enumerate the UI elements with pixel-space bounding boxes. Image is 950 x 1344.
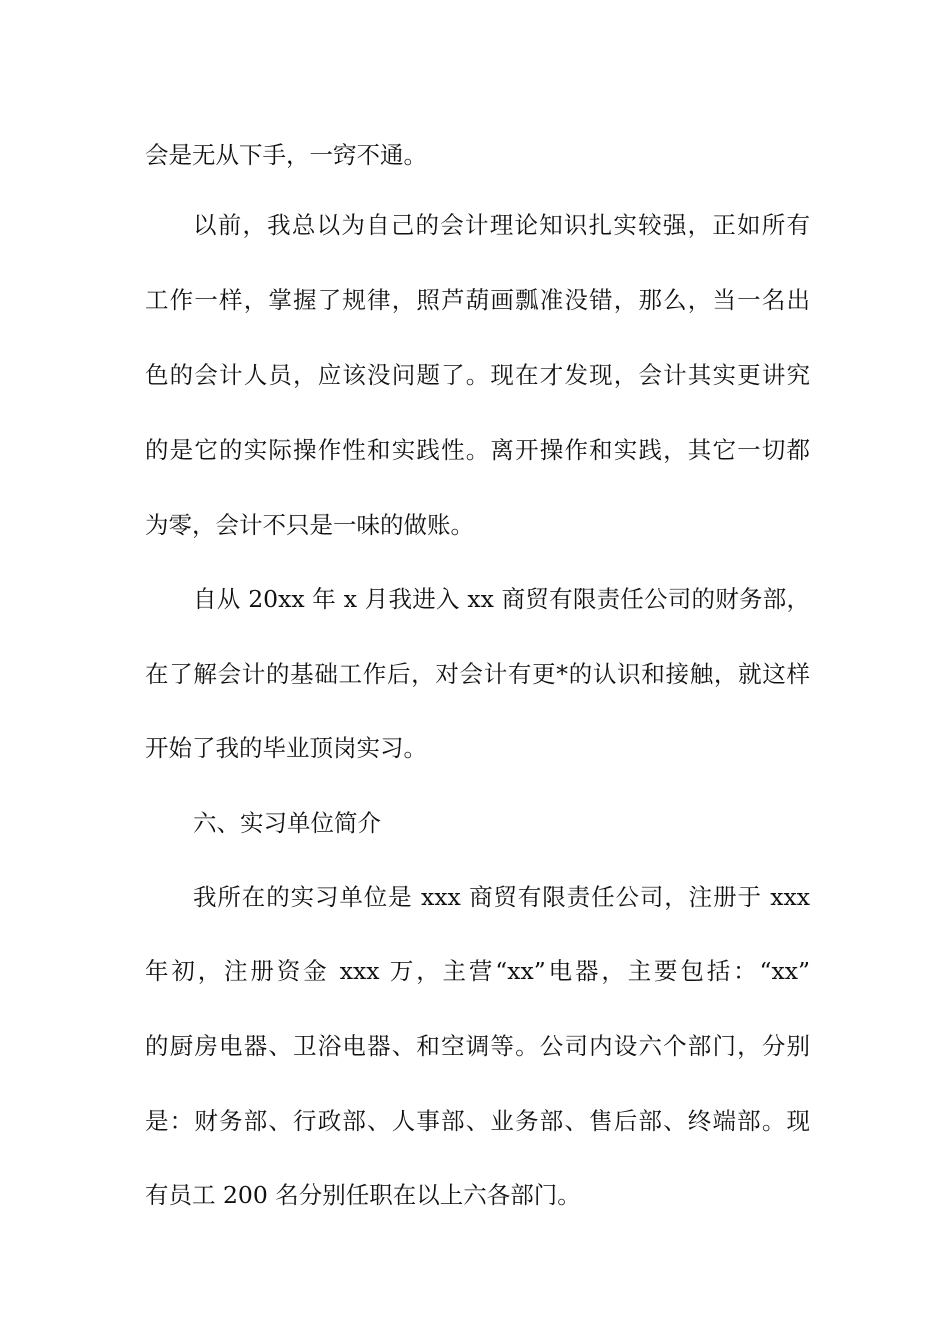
text-line: 以前，我总以为自己的会计理论知识扎实较强，正如所有 bbox=[193, 211, 810, 239]
text-line: 自从 20xx 年 x 月我进入 xx 商贸有限责任公司的财务部， bbox=[193, 585, 810, 613]
text-line: 色的会计人员，应该没问题了。现在才发现，会计其实更讲究 bbox=[145, 361, 810, 389]
text-line: 年初，注册资金 xxx 万，主营“xx”电器，主要包括：“xx” bbox=[145, 957, 810, 985]
text-line: 的是它的实际操作性和实践性。离开操作和实践，其它一切都 bbox=[145, 436, 810, 464]
text-line: 为零，会计不只是一味的做账。 bbox=[145, 511, 474, 539]
text-line: 我所在的实习单位是 xxx 商贸有限责任公司，注册于 xxx bbox=[193, 883, 810, 911]
text-line: 开始了我的毕业顶岗实习。 bbox=[145, 734, 427, 762]
section-heading: 六、实习单位简介 bbox=[193, 809, 381, 837]
text-line: 会是无从下手，一窍不通。 bbox=[145, 141, 427, 169]
text-line: 在了解会计的基础工作后，对会计有更*的认识和接触，就这样 bbox=[145, 660, 810, 688]
text-line: 有员工 200 名分别任职在以上六各部门。 bbox=[145, 1181, 581, 1209]
text-line: 的厨房电器、卫浴电器、和空调等。公司内设六个部门，分别 bbox=[145, 1032, 810, 1060]
text-line: 工作一样，掌握了规律，照芦葫画瓢准没错，那么，当一名出 bbox=[145, 286, 810, 314]
text-line: 是：财务部、行政部、人事部、业务部、售后部、终端部。现 bbox=[145, 1107, 810, 1135]
